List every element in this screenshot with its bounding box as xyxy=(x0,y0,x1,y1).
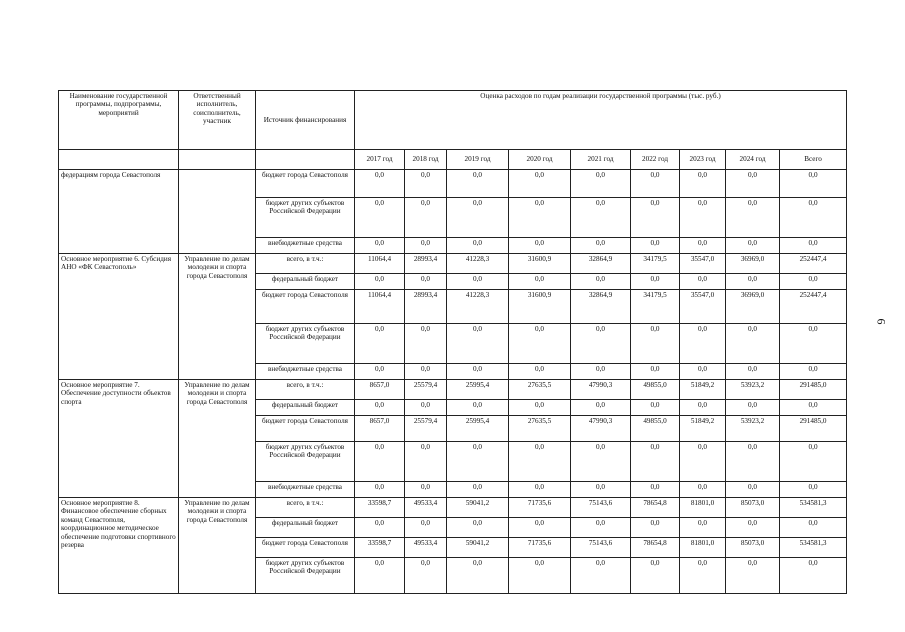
year-value-cell: 51849,2 xyxy=(680,416,726,442)
year-value-cell: 0,0 xyxy=(726,198,780,238)
total-value-cell: 291485,0 xyxy=(780,416,847,442)
total-value-cell: 0,0 xyxy=(780,274,847,290)
year-header: 2018 год xyxy=(405,150,447,170)
year-value-cell: 0,0 xyxy=(447,274,509,290)
year-value-cell: 85073,0 xyxy=(726,498,780,518)
year-value-cell: 0,0 xyxy=(447,518,509,538)
year-value-cell: 75143,6 xyxy=(571,498,631,518)
header-source: Источник финансирования xyxy=(256,91,355,150)
year-value-cell: 59041,2 xyxy=(447,538,509,558)
year-value-cell: 0,0 xyxy=(509,442,571,482)
total-value-cell: 534581,3 xyxy=(780,538,847,558)
funding-source-cell: федеральный бюджет xyxy=(256,400,355,416)
funding-source-cell: бюджет города Севастополя xyxy=(256,290,355,324)
funding-source-cell: бюджет других субъектов Российской Федерации xyxy=(256,558,355,594)
year-value-cell: 0,0 xyxy=(509,518,571,538)
year-value-cell: 33598,7 xyxy=(355,538,405,558)
year-value-cell: 53923,2 xyxy=(726,380,780,400)
total-value-cell: 0,0 xyxy=(780,482,847,498)
funding-source-cell: бюджет города Севастополя xyxy=(256,538,355,558)
year-value-cell: 41228,3 xyxy=(447,290,509,324)
year-value-cell: 0,0 xyxy=(405,558,447,594)
year-value-cell: 0,0 xyxy=(355,198,405,238)
year-value-cell: 47990,3 xyxy=(571,380,631,400)
table-row xyxy=(59,380,847,400)
year-value-cell: 31600,9 xyxy=(509,290,571,324)
year-header: 2020 год xyxy=(509,150,571,170)
year-value-cell: 25579,4 xyxy=(405,416,447,442)
year-value-cell: 0,0 xyxy=(726,518,780,538)
year-value-cell: 0,0 xyxy=(571,400,631,416)
year-value-cell: 0,0 xyxy=(680,518,726,538)
responsible-cell: Управление по делам молодежи и спорта города Севастополя xyxy=(179,498,256,594)
year-value-cell: 0,0 xyxy=(680,170,726,198)
total-value-cell: 0,0 xyxy=(780,558,847,594)
year-header: 2019 год xyxy=(447,150,509,170)
measure-name-cell: федерациям города Севастополя xyxy=(59,170,179,254)
year-value-cell: 0,0 xyxy=(571,364,631,380)
year-value-cell: 0,0 xyxy=(447,198,509,238)
year-value-cell: 0,0 xyxy=(447,324,509,364)
header-responsible: Ответственный исполнитель, соисполнитель, участник xyxy=(179,91,256,150)
header-costs: Оценка расходов по годам реализации государственной программы (тыс. руб.) xyxy=(355,91,847,150)
year-value-cell: 0,0 xyxy=(726,400,780,416)
year-value-cell: 0,0 xyxy=(405,400,447,416)
year-value-cell: 0,0 xyxy=(680,442,726,482)
year-value-cell: 0,0 xyxy=(355,558,405,594)
year-value-cell: 0,0 xyxy=(405,198,447,238)
year-value-cell: 0,0 xyxy=(355,364,405,380)
year-value-cell: 0,0 xyxy=(680,364,726,380)
year-value-cell: 0,0 xyxy=(726,324,780,364)
year-value-cell: 0,0 xyxy=(726,238,780,254)
year-value-cell: 0,0 xyxy=(405,274,447,290)
year-value-cell: 0,0 xyxy=(571,238,631,254)
year-value-cell: 0,0 xyxy=(355,400,405,416)
year-value-cell: 0,0 xyxy=(726,170,780,198)
year-value-cell: 51849,2 xyxy=(680,380,726,400)
year-value-cell: 28993,4 xyxy=(405,254,447,274)
table-row xyxy=(59,170,847,198)
year-value-cell: 0,0 xyxy=(447,170,509,198)
responsible-cell: Управление по делам молодежи и спорта города Севастополя xyxy=(179,254,256,380)
year-value-cell: 0,0 xyxy=(447,364,509,380)
year-value-cell: 0,0 xyxy=(571,482,631,498)
year-header: 2021 год xyxy=(571,150,631,170)
measure-name-cell: Основное мероприятие 8. Финансовое обеспечение сборных команд Севастополя, координационное методическое обеспечение подготовки спортивного резерва xyxy=(59,498,179,594)
year-header: 2017 год xyxy=(355,150,405,170)
year-value-cell: 0,0 xyxy=(726,482,780,498)
year-value-cell: 0,0 xyxy=(509,198,571,238)
year-value-cell: 27635,5 xyxy=(509,416,571,442)
year-value-cell: 8657,0 xyxy=(355,416,405,442)
year-value-cell: 0,0 xyxy=(680,324,726,364)
year-value-cell: 0,0 xyxy=(631,170,680,198)
header-name: Наименование государственной программы, подпрограммы, мероприятий xyxy=(59,91,179,150)
year-value-cell: 0,0 xyxy=(680,198,726,238)
year-value-cell: 0,0 xyxy=(447,482,509,498)
total-value-cell: 291485,0 xyxy=(780,380,847,400)
expenditure-table xyxy=(58,90,847,594)
year-value-cell: 0,0 xyxy=(355,442,405,482)
year-header: 2024 год xyxy=(726,150,780,170)
year-value-cell: 0,0 xyxy=(631,442,680,482)
year-value-cell: 0,0 xyxy=(355,518,405,538)
year-value-cell: 85073,0 xyxy=(726,538,780,558)
total-value-cell: 0,0 xyxy=(780,442,847,482)
measure-name-cell: Основное мероприятие 6. Субсидия АНО «ФК Севастополь» xyxy=(59,254,179,380)
total-header: Всего xyxy=(780,150,847,170)
year-value-cell: 0,0 xyxy=(405,170,447,198)
year-value-cell: 0,0 xyxy=(355,324,405,364)
year-value-cell: 0,0 xyxy=(680,482,726,498)
total-value-cell: 252447,4 xyxy=(780,290,847,324)
year-value-cell: 0,0 xyxy=(509,324,571,364)
year-value-cell: 49533,4 xyxy=(405,498,447,518)
year-value-cell: 81801,0 xyxy=(680,538,726,558)
year-value-cell: 0,0 xyxy=(571,324,631,364)
year-value-cell: 0,0 xyxy=(680,274,726,290)
year-value-cell: 0,0 xyxy=(726,442,780,482)
year-value-cell: 41228,3 xyxy=(447,254,509,274)
funding-source-cell: бюджет других субъектов Российской Федерации xyxy=(256,442,355,482)
year-value-cell: 71735,6 xyxy=(509,498,571,518)
year-value-cell: 0,0 xyxy=(405,442,447,482)
year-value-cell: 25995,4 xyxy=(447,380,509,400)
year-value-cell: 0,0 xyxy=(355,170,405,198)
year-value-cell: 34179,5 xyxy=(631,254,680,274)
year-value-cell: 59041,2 xyxy=(447,498,509,518)
year-value-cell: 27635,5 xyxy=(509,380,571,400)
year-value-cell: 8657,0 xyxy=(355,380,405,400)
table-row xyxy=(59,498,847,518)
year-value-cell: 0,0 xyxy=(571,442,631,482)
funding-source-cell: внебюджетные средства xyxy=(256,364,355,380)
total-value-cell: 0,0 xyxy=(780,198,847,238)
year-value-cell: 0,0 xyxy=(355,274,405,290)
year-value-cell: 78654,8 xyxy=(631,498,680,518)
year-value-cell: 78654,8 xyxy=(631,538,680,558)
year-value-cell: 28993,4 xyxy=(405,290,447,324)
year-value-cell: 33598,7 xyxy=(355,498,405,518)
year-value-cell: 0,0 xyxy=(405,238,447,254)
year-value-cell: 31600,9 xyxy=(509,254,571,274)
year-value-cell: 0,0 xyxy=(726,274,780,290)
year-value-cell: 0,0 xyxy=(509,238,571,254)
funding-source-cell: всего, в т.ч.: xyxy=(256,498,355,518)
year-value-cell: 0,0 xyxy=(355,482,405,498)
year-value-cell: 0,0 xyxy=(631,198,680,238)
years-blank-2 xyxy=(179,150,256,170)
year-value-cell: 32864,9 xyxy=(571,290,631,324)
year-value-cell: 0,0 xyxy=(631,400,680,416)
responsible-cell xyxy=(179,170,256,254)
year-value-cell: 0,0 xyxy=(571,198,631,238)
measure-name-cell: Основное мероприятие 7. Обеспечение доступности объектов спорта xyxy=(59,380,179,498)
total-value-cell: 0,0 xyxy=(780,518,847,538)
year-value-cell: 0,0 xyxy=(631,558,680,594)
year-value-cell: 0,0 xyxy=(405,364,447,380)
year-value-cell: 25995,4 xyxy=(447,416,509,442)
year-value-cell: 0,0 xyxy=(571,518,631,538)
funding-source-cell: бюджет города Севастополя xyxy=(256,170,355,198)
funding-source-cell: бюджет других субъектов Российской Федерации xyxy=(256,324,355,364)
funding-source-cell: всего, в т.ч.: xyxy=(256,254,355,274)
year-value-cell: 0,0 xyxy=(509,482,571,498)
funding-source-cell: бюджет города Севастополя xyxy=(256,416,355,442)
total-value-cell: 0,0 xyxy=(780,364,847,380)
year-value-cell: 0,0 xyxy=(631,482,680,498)
year-value-cell: 53923,2 xyxy=(726,416,780,442)
year-value-cell: 11064,4 xyxy=(355,290,405,324)
year-value-cell: 0,0 xyxy=(631,324,680,364)
year-value-cell: 0,0 xyxy=(405,482,447,498)
year-value-cell: 0,0 xyxy=(571,558,631,594)
funding-source-cell: бюджет других субъектов Российской Федерации xyxy=(256,198,355,238)
year-value-cell: 47990,3 xyxy=(571,416,631,442)
year-header: 2022 год xyxy=(631,150,680,170)
table-row xyxy=(59,254,847,274)
years-blank-1 xyxy=(59,150,179,170)
year-value-cell: 0,0 xyxy=(726,558,780,594)
year-value-cell: 0,0 xyxy=(509,400,571,416)
year-value-cell: 0,0 xyxy=(680,558,726,594)
year-value-cell: 0,0 xyxy=(571,170,631,198)
year-header: 2023 год xyxy=(680,150,726,170)
funding-source-cell: федеральный бюджет xyxy=(256,518,355,538)
year-value-cell: 36969,0 xyxy=(726,290,780,324)
year-value-cell: 49855,0 xyxy=(631,380,680,400)
year-value-cell: 0,0 xyxy=(447,400,509,416)
year-value-cell: 0,0 xyxy=(447,558,509,594)
year-value-cell: 0,0 xyxy=(509,170,571,198)
total-value-cell: 0,0 xyxy=(780,238,847,254)
year-value-cell: 71735,6 xyxy=(509,538,571,558)
funding-source-cell: федеральный бюджет xyxy=(256,274,355,290)
year-value-cell: 0,0 xyxy=(509,274,571,290)
header-row xyxy=(59,91,847,150)
year-value-cell: 0,0 xyxy=(405,518,447,538)
year-value-cell: 36969,0 xyxy=(726,254,780,274)
year-value-cell: 0,0 xyxy=(509,558,571,594)
year-value-cell: 81801,0 xyxy=(680,498,726,518)
year-value-cell: 35547,0 xyxy=(680,254,726,274)
year-value-cell: 0,0 xyxy=(631,518,680,538)
year-value-cell: 11064,4 xyxy=(355,254,405,274)
year-value-cell: 0,0 xyxy=(631,238,680,254)
year-value-cell: 0,0 xyxy=(405,324,447,364)
total-value-cell: 534581,3 xyxy=(780,498,847,518)
year-value-cell: 0,0 xyxy=(355,238,405,254)
funding-source-cell: внебюджетные средства xyxy=(256,238,355,254)
years-blank-3 xyxy=(256,150,355,170)
year-value-cell: 0,0 xyxy=(571,274,631,290)
year-value-cell: 75143,6 xyxy=(571,538,631,558)
funding-source-cell: всего, в т.ч.: xyxy=(256,380,355,400)
year-value-cell: 0,0 xyxy=(680,238,726,254)
year-value-cell: 0,0 xyxy=(631,274,680,290)
year-value-cell: 0,0 xyxy=(447,238,509,254)
years-row xyxy=(59,150,847,170)
year-value-cell: 0,0 xyxy=(631,364,680,380)
funding-source-cell: внебюджетные средства xyxy=(256,482,355,498)
responsible-cell: Управление по делам молодежи и спорта города Севастополя xyxy=(179,380,256,498)
page-number: 6 xyxy=(874,318,889,325)
year-value-cell: 0,0 xyxy=(680,400,726,416)
year-value-cell: 49533,4 xyxy=(405,538,447,558)
total-value-cell: 0,0 xyxy=(780,170,847,198)
year-value-cell: 0,0 xyxy=(509,364,571,380)
total-value-cell: 0,0 xyxy=(780,400,847,416)
year-value-cell: 0,0 xyxy=(447,442,509,482)
year-value-cell: 49855,0 xyxy=(631,416,680,442)
total-value-cell: 252447,4 xyxy=(780,254,847,274)
year-value-cell: 35547,0 xyxy=(680,290,726,324)
year-value-cell: 0,0 xyxy=(726,364,780,380)
total-value-cell: 0,0 xyxy=(780,324,847,364)
table-body xyxy=(59,170,847,594)
year-value-cell: 25579,4 xyxy=(405,380,447,400)
year-value-cell: 32864,9 xyxy=(571,254,631,274)
year-value-cell: 34179,5 xyxy=(631,290,680,324)
